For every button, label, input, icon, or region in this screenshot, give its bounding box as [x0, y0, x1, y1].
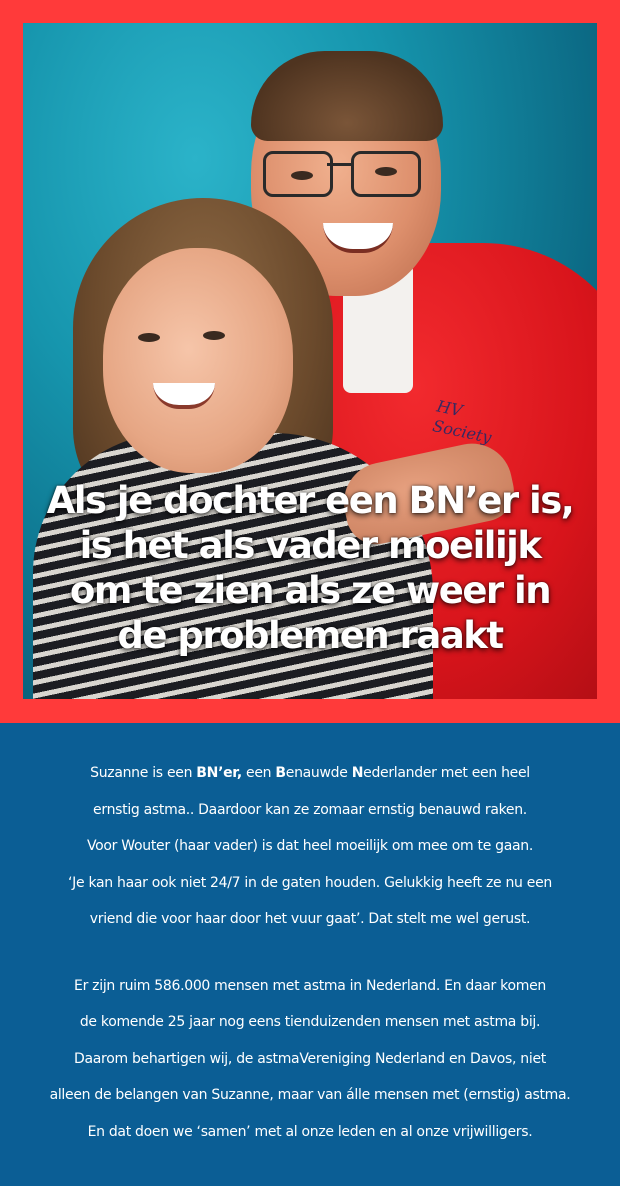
headline-line: om te zien als ze weer in — [69, 569, 551, 612]
paragraph-gap — [0, 938, 620, 968]
paragraph-2-line-4: alleen de belangen van Suzanne, maar van álle mensen met (ernstig) astma. — [49, 1087, 571, 1103]
shirt-logo: HV Society — [430, 396, 494, 448]
paragraph-1-line-3: Voor Wouter (haar vader) is dat heel moeilijk om mee om te gaan. — [86, 838, 534, 854]
woman-eye-left — [138, 333, 160, 342]
paragraph-2-line-1: Er zijn ruim 586.000 mensen met astma in Nederland. En daar komen — [74, 977, 546, 994]
headline-line: is het als vader moeilijk — [79, 524, 541, 567]
body-text — [0, 755, 620, 1150]
paragraph-2-line-5: En dat doen we ‘samen’ met al onze leden en al onze vrijwilligers. — [87, 1123, 533, 1140]
woman-eye-right — [203, 331, 225, 340]
paragraph-2-line-2: de komende 25 jaar nog eens tienduizenden mensen met astma bij. — [79, 1014, 541, 1030]
headline-line: Als je dochter een BN’er is, — [46, 479, 574, 522]
man-hair — [251, 51, 443, 141]
glasses-icon — [263, 151, 423, 195]
paragraph-1-line-2: ernstig astma.. Daardoor kan ze zomaar ernstig benauwd raken. — [93, 801, 527, 818]
man-eye-left — [291, 171, 313, 180]
paragraph-2-line-3: Daarom behartigen wij, de astmaVereniging Nederland en Davos, niet — [74, 1050, 546, 1067]
paragraph-1-line-5: vriend die voor haar door het vuur gaat’. Dat stelt me wel gerust. — [89, 911, 531, 927]
headline-line: de problemen raakt — [117, 614, 503, 657]
woman-face — [103, 248, 293, 473]
man-eye-right — [375, 167, 397, 176]
headline — [0, 478, 620, 658]
paragraph-1-line-1: Suzanne is een BN’er, een Benauwde Nederlander met een heel — [90, 765, 530, 781]
paragraph-1-line-4: ‘Je kan haar ook niet 24/7 in de gaten houden. Gelukkig heeft ze nu een — [68, 874, 552, 891]
